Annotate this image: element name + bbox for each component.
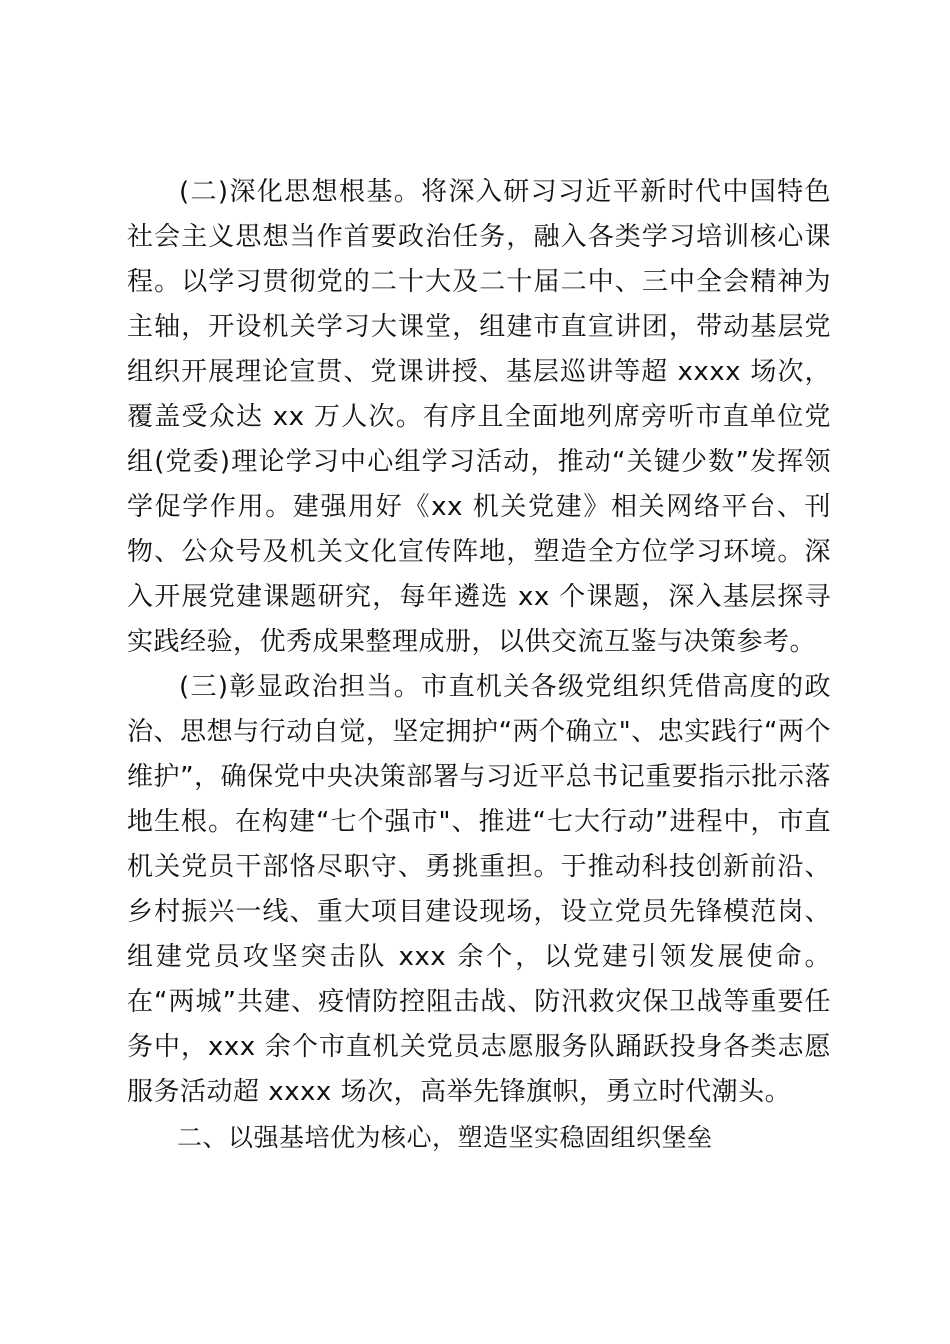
section-heading: 二、以强基培优为核心，塑造坚实稳固组织堡垒 <box>177 1123 713 1152</box>
paragraph-deepen-ideology: (二)深化思想根基。将深入研习习近平新时代中国特色社会主义思想当作首要政治任务，融入各类学习培训核心课程。以学习贯彻党的二十大及二十届二中、三中全会精神为主轴，开设机关学习大课堂，组建市直宣讲团，带动基层党组织开展理论宣贯、党课讲授、基层巡讲等超 xxxx 场次，覆盖受众达 xx 万人次。有序且全面地列席旁听市直单位党组(党委)理论学习中心组学习活动，推动“关键少数”发挥领学促学作用。建强用好《xx 机关党建》相关网络平台、刊物、公众号及机关文化宣传阵地，塑造全方位学习环境。深入开展党建课题研究，每年遴选 xx 个课题，深入基层探寻实践经验，优秀成果整理成册，以供交流互鉴与决策参考。 <box>127 177 831 657</box>
document-body <box>127 170 831 1160</box>
paragraph-political-responsibility: (三)彰显政治担当。市直机关各级党组织凭借高度的政治、思想与行动自觉，坚定拥护“两个确立"、忠实践行“两个维护”，确保党中央决策部署与习近平总书记重要指示批示落地生根。在构建“七个强市"、推进“七大行动”进程中，市直机关党员干部恪尽职守、勇挑重担。于推动科技创新前沿、乡村振兴一线、重大项目建设现场，设立党员先锋模范岗、组建党员攻坚突击队 xxx 余个，以党建引领发展使命。在“两城”共建、疫情防控阻击战、防汛救灾保卫战等重要任务中，xxx 余个市直机关党员志愿服务队踊跃投身各类志愿服务活动超 xxxx 场次，高举先锋旗帜，勇立时代潮头。 <box>127 672 831 1107</box>
